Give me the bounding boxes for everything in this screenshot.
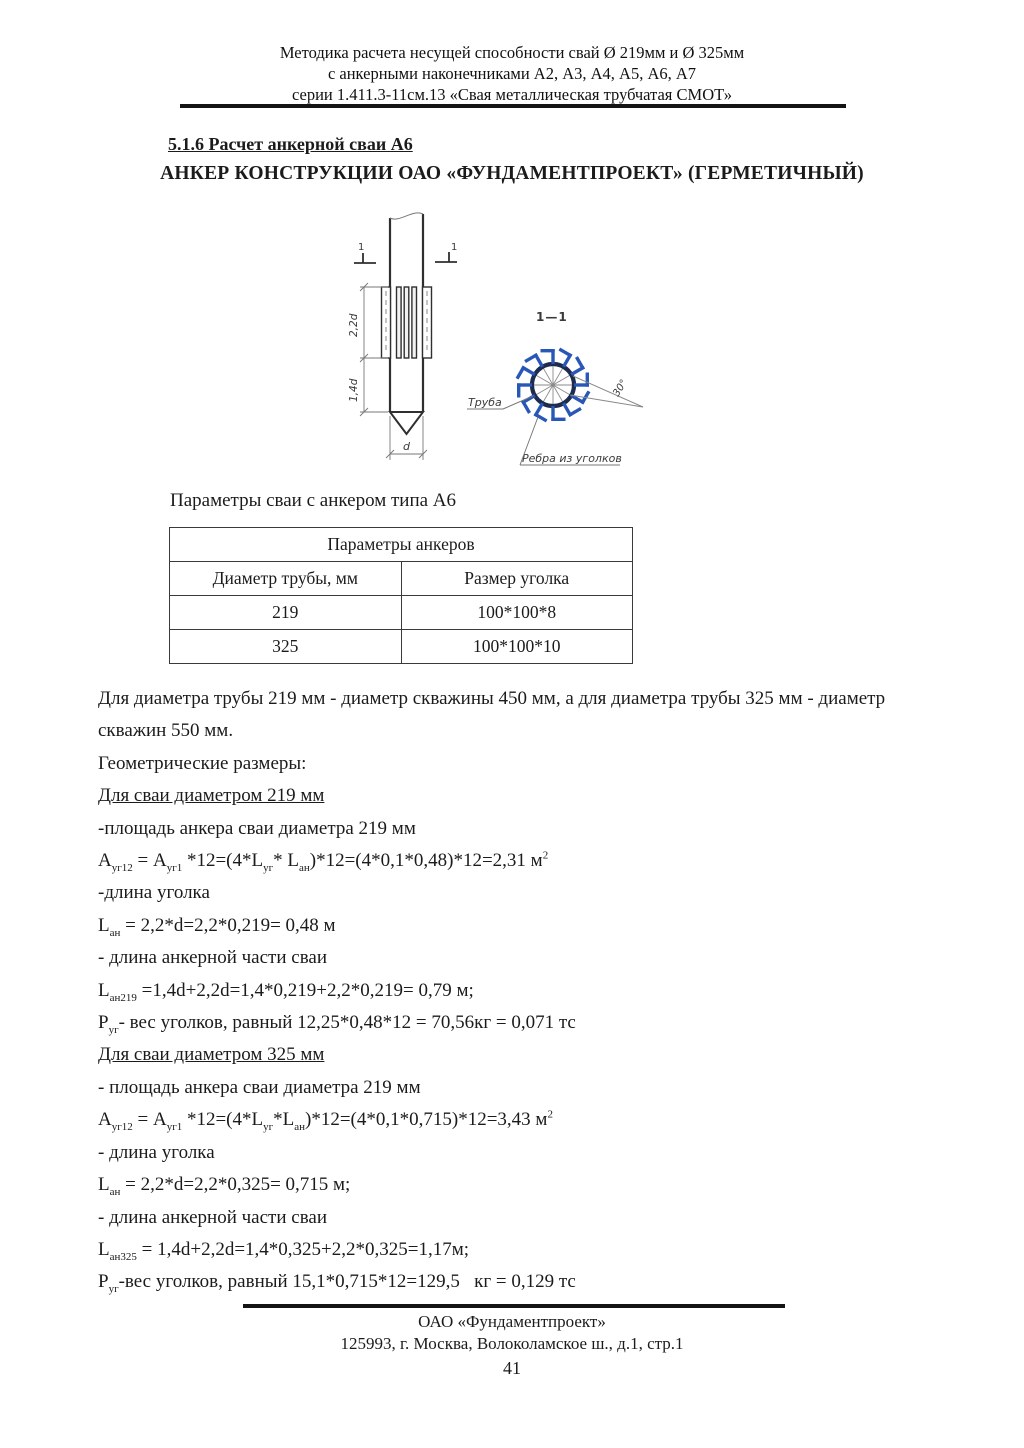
table-cell: 100*100*8 <box>401 596 633 630</box>
pipe-break-line <box>390 213 423 219</box>
header-rule <box>180 104 846 108</box>
rib-hatch <box>382 287 432 358</box>
page-header <box>0 42 1024 105</box>
dim-diameter-label: d <box>403 440 410 453</box>
body-paragraph: $L_{ан} = 2,2*d=2,2*0,219= 0,48$ м <box>98 914 336 939</box>
body-paragraph: - длина анкерной части сваи <box>98 1206 328 1228</box>
table-row <box>170 630 633 664</box>
body-paragraph: $A_{уг12} = A_{уг1}$ $*12=(4*L_{уг}*$ $L_{ан})*12=(4*0,1*0,48)*12=2,31$ $м^2$ <box>98 849 549 874</box>
cut-mark-left <box>354 253 376 263</box>
pile-drawing <box>330 210 680 490</box>
body-subheading: Для сваи диаметром 325 мм <box>98 1044 325 1066</box>
anchor-params-table <box>169 527 633 664</box>
header-line-1: Методика расчета несущей способности свай Ø 219мм и Ø 325мм <box>279 43 745 62</box>
table-title-row <box>170 528 633 562</box>
footer-org: ОАО «Фундаментпроект» <box>418 1312 606 1331</box>
body-paragraph: - длина анкерной части сваи <box>98 947 328 969</box>
table-row <box>170 596 633 630</box>
dim-rib-zone-label: 2,2d <box>348 313 360 337</box>
pile-tip <box>390 412 423 434</box>
cut-mark-right <box>435 252 457 262</box>
footer-rule <box>243 1304 785 1308</box>
body-paragraph: Геометрические размеры: <box>98 752 307 774</box>
footer-address: 125993, г. Москва, Волоколамское ш., д.1, стр.1 <box>340 1334 684 1353</box>
column-header-diameter: Диаметр трубы, мм <box>170 562 402 596</box>
body-paragraph: $P_{уг}$-вес уголков, равный 15,1*0,715*12=129,5 кг = 0,129 тс <box>98 1271 576 1296</box>
section-view-label: 1—1 <box>536 310 568 324</box>
cut-mark-left-label: 1 <box>358 242 365 253</box>
table-cell: 325 <box>170 630 402 664</box>
table-cell: 100*100*10 <box>401 630 633 664</box>
body-paragraph: -площадь анкера сваи диаметра 219 мм <box>98 817 416 839</box>
page-footer <box>0 1311 1024 1355</box>
body-paragraph: -длина уголка <box>98 882 210 904</box>
main-heading: АНКЕР КОНСТРУКЦИИ ОАО «ФУНДАМЕНТПРОЕКТ» (ГЕРМЕТИЧНЫЙ) <box>160 163 864 184</box>
header-line-2: с анкерными наконечниками А2, А3, А4, А5, А6, А7 <box>327 64 697 83</box>
dim-tip-zone-label: 1,4d <box>348 378 360 402</box>
pile-elevation <box>348 213 457 460</box>
cut-mark-right-label: 1 <box>451 242 458 253</box>
page-number: 41 <box>503 1358 521 1378</box>
body-text <box>98 683 942 1299</box>
column-header-angle-size: Размер уголка <box>401 562 633 596</box>
body-paragraph: $L_{ан325} = 1,4d+2,2d=1,4*0,325+2,2*0,325=1,17м$; <box>98 1238 470 1263</box>
section-view <box>467 310 643 465</box>
table-cell: 219 <box>170 596 402 630</box>
body-subheading: Для сваи диаметром 219 мм <box>98 785 325 807</box>
body-paragraph: - площадь анкера сваи диаметра 219 мм <box>98 1076 421 1098</box>
table-caption: Параметры сваи с анкером типа А6 <box>170 490 457 511</box>
header-line-3: серии 1.411.3-11см.13 «Свая металлическая трубчатая СМОТ» <box>291 85 733 104</box>
table-title-cell: Параметры анкеров <box>170 528 633 562</box>
table-header-row <box>170 562 633 596</box>
body-paragraph: $P_{уг}-$ вес уголков, равный 12,25*0,48*12 = 70,56кг = 0,071 тс <box>98 1012 576 1036</box>
body-paragraph: - длина уголка <box>98 1141 215 1163</box>
angle-dimension-label: 30° <box>611 377 630 399</box>
pipe-label: Труба <box>468 396 502 409</box>
body-paragraph: Для диаметра трубы 219 мм - диаметр скважины 450 мм, а для диаметра трубы 325 мм - диаметр скважин 550 мм. <box>98 688 886 742</box>
section-spokes <box>534 366 572 404</box>
ribs-label: Ребра из уголков <box>522 452 622 465</box>
section-title: 5.1.6 Расчет анкерной сваи А6 <box>168 134 413 154</box>
body-paragraph: $L_{ан} = 2,2*d=2,2*0,325= 0,715$ м; <box>98 1174 351 1198</box>
body-paragraph: $L_{ан219} =1,4d+2,2d=1,4*0,219+2,2*0,219= 0,79$ м; <box>98 979 474 1004</box>
body-paragraph: $A_{уг12} = A_{уг1}$ $*12=(4*L_{уг}*L_{ан})*12=(4*0,1*0,715)*12=3,43$ $м^2$ <box>98 1108 553 1134</box>
